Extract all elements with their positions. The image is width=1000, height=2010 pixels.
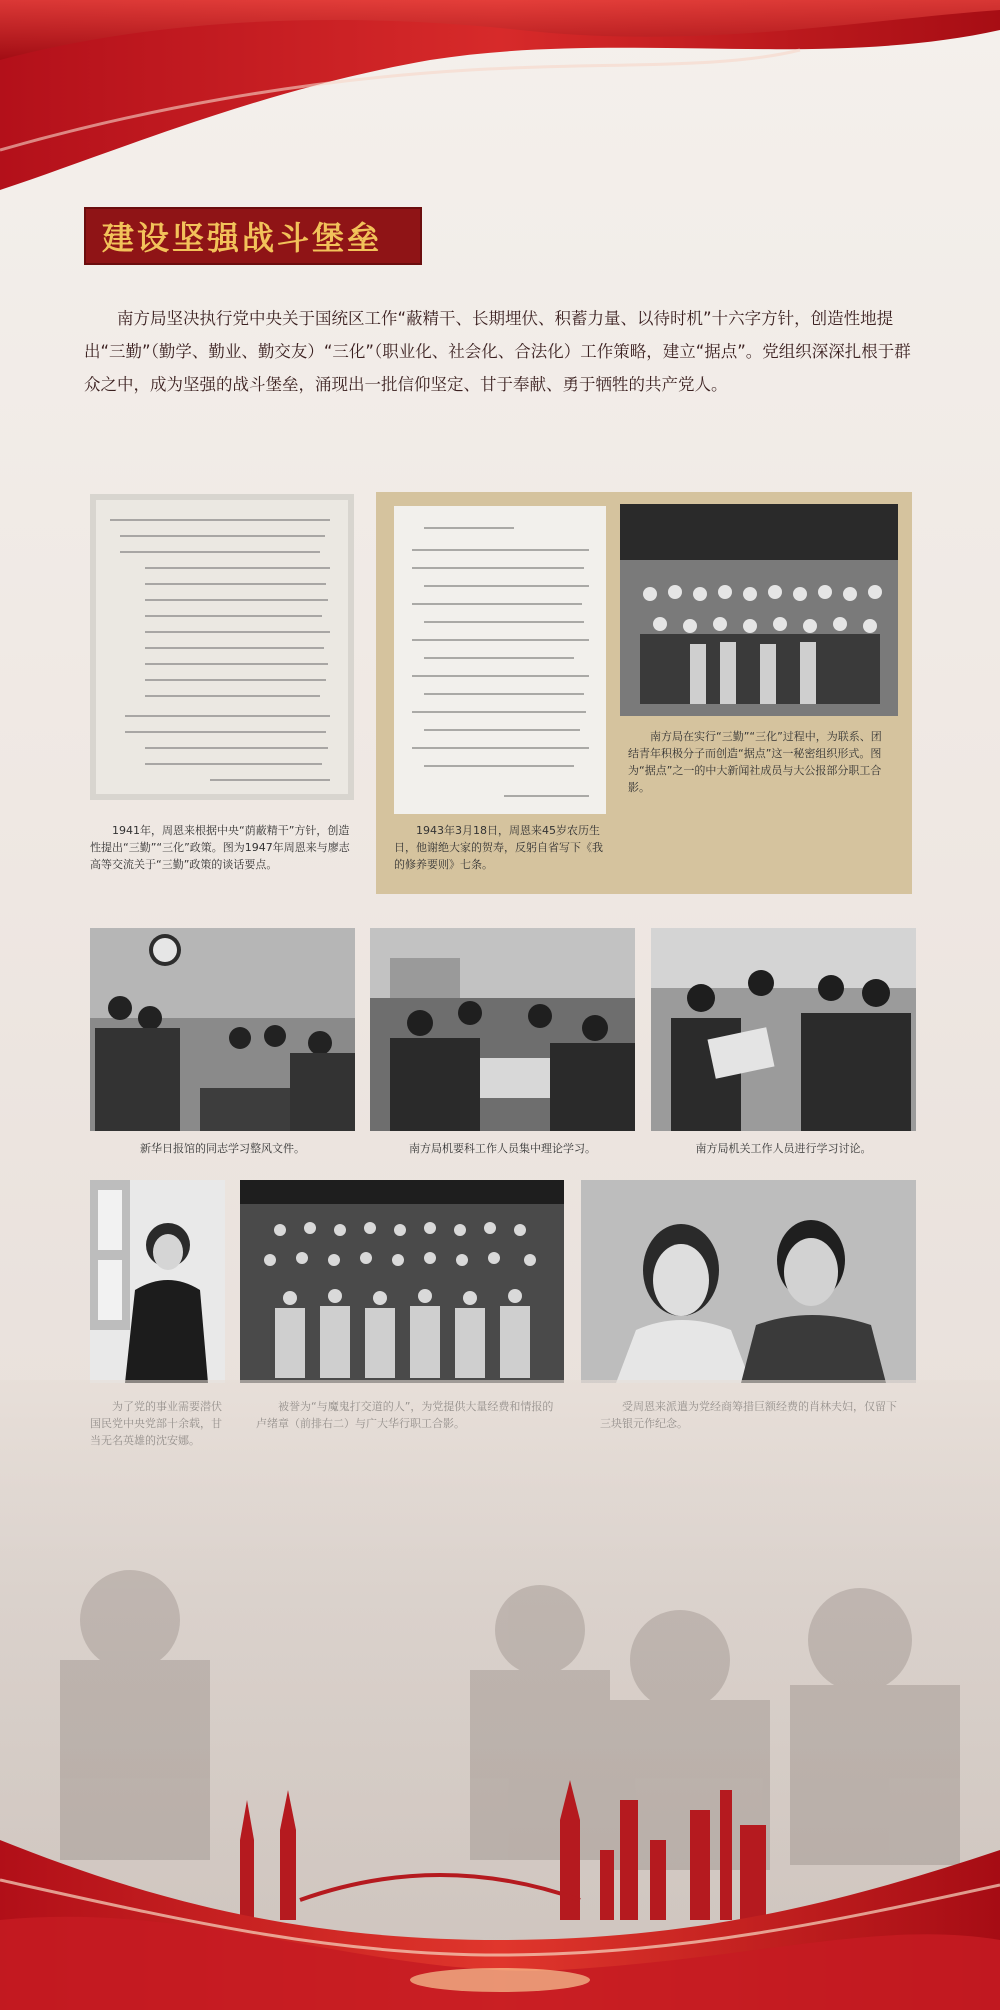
photo-xiao-lin-couple: [581, 1180, 916, 1383]
photo-shen-anna: [90, 1180, 225, 1383]
photo-bureau-discussion: [651, 928, 916, 1131]
study-photo-image-2: [370, 928, 635, 1131]
photo-confidential-study: [370, 928, 635, 1131]
bottom-decoration: [0, 1380, 1000, 2010]
caption-photo-4: 新华日报馆的同志学习整风文件。: [140, 1142, 305, 1155]
photo-xinhua-study: [90, 928, 355, 1131]
couple-portrait-image: [581, 1180, 916, 1383]
section-title-box: [84, 207, 422, 265]
intro-paragraph: 南方局坚决执行党中央关于国统区工作“蔽精干、长期埋伏、积蓄力量、以待时机”十六字方针，创造性地提出“三勤”（勤学、勤业、勤交友）“三化”（职业化、社会化、合法化）工作策略，建立“据点”。党组织深深扎根于群众之中，成为坚强的战斗堡垒，涌现出一批信仰坚定、甘于奉献、勇于牺牲的共产党人。: [84, 309, 911, 394]
group-photo-image: [620, 504, 898, 716]
caption-photo-6: 南方局机关工作人员进行学习讨论。: [695, 1142, 872, 1155]
portrait-image: [90, 1180, 225, 1383]
caption-photo-5: 南方局机要科工作人员集中理论学习。: [409, 1142, 596, 1155]
study-photo-image: [90, 928, 355, 1131]
photo-news-club-group: [620, 504, 898, 716]
photo-handwritten-notes: [90, 494, 354, 800]
manuscript-image: [394, 506, 606, 814]
section-title: 建设坚强战斗堡垒: [102, 219, 383, 257]
photo-lu-xuzhang-group: [240, 1180, 564, 1383]
document-image: [90, 494, 354, 800]
caption-photo-3: 南方局在实行“三勤”“三化”过程中，为联系、团结青年积极分子而创造“据点”这一秘密组织形式。图为“据点”之一的中大新闻社成员与大公报部分职工合影。: [628, 730, 882, 794]
caption-photo-1: 1941年，周恩来根据中央“荫蔽精干”方针，创造性提出“三勤”“三化”政策。图为1947年周恩来与廖志高等交流关于“三勤”政策的谈话要点。: [90, 824, 350, 871]
photo-manuscript: [394, 506, 606, 814]
company-group-image: [240, 1180, 564, 1383]
caption-photo-2: 1943年3月18日，周恩来45岁农历生日，他谢绝大家的贺寿，反躬自省写下《我的修养要则》七条。: [394, 824, 603, 871]
discussion-photo-image: [651, 928, 916, 1131]
top-ribbon-decoration: [0, 0, 1000, 200]
